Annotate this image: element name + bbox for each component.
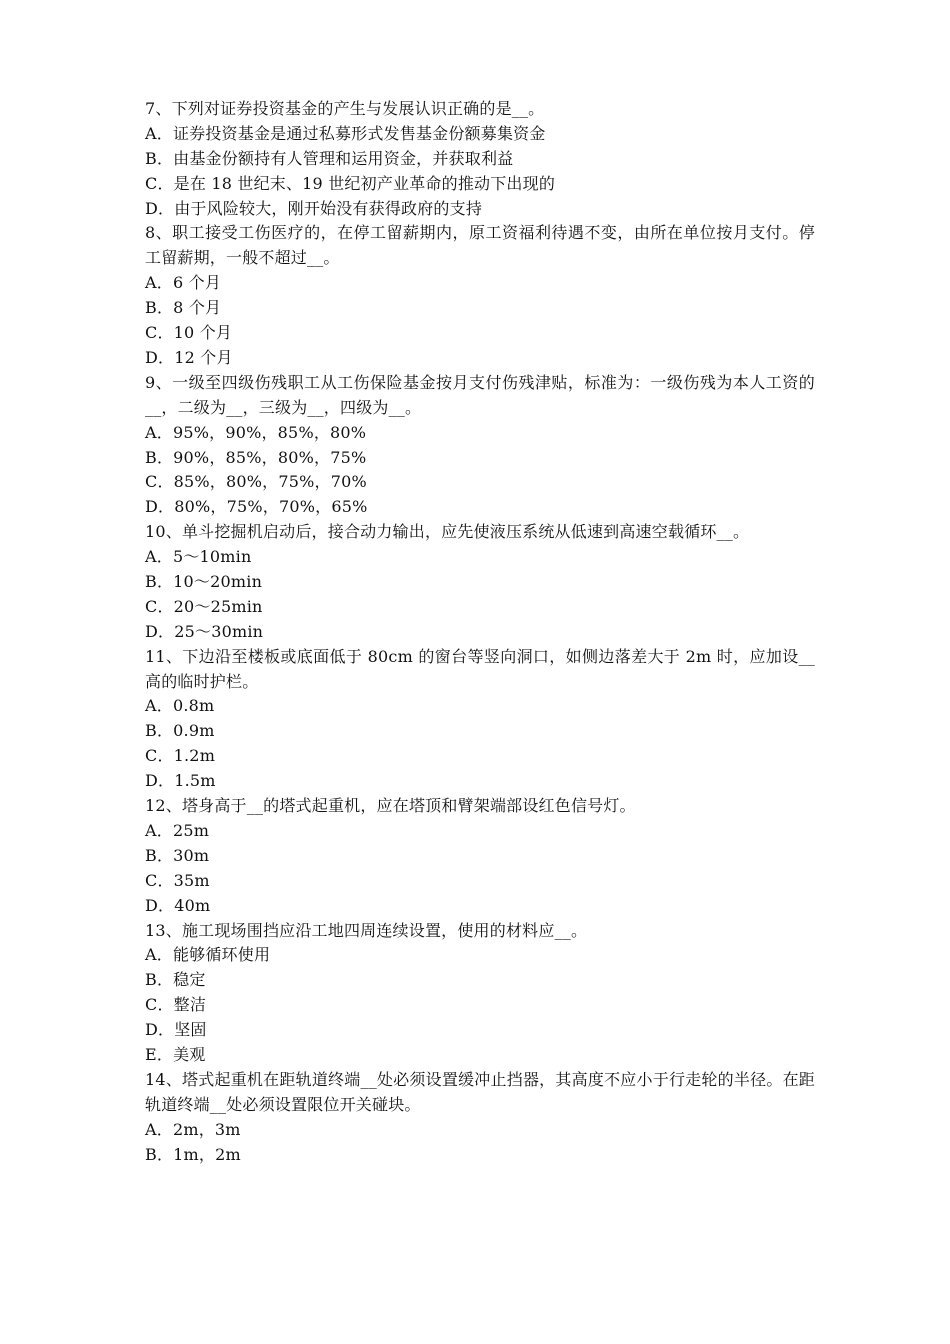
question-9 xyxy=(145,371,815,520)
option-b: B．90%，85%，80%，75% xyxy=(145,447,367,467)
question-12 xyxy=(145,794,815,918)
option-a: A．2m，3m xyxy=(145,1119,241,1139)
option-d: D．40m xyxy=(145,895,211,915)
question-stem: 14、塔式起重机在距轨道终端__处必须设置缓冲止挡器，其高度不应小于行走轮的半径。在距轨道终端__处必须设置限位开关碰块。 xyxy=(145,1069,815,1114)
option-d: D．坚固 xyxy=(145,1020,207,1040)
option-b: B．10～20min xyxy=(145,572,263,591)
question-7 xyxy=(145,97,815,221)
option-b: B．8 个月 xyxy=(145,298,222,318)
option-c: C．10 个月 xyxy=(145,323,233,343)
question-13 xyxy=(145,919,815,1068)
option-c: C．85%，80%，75%，70% xyxy=(145,472,367,492)
option-c: C．整洁 xyxy=(145,995,207,1015)
option-c: C．是在 18 世纪末、19 世纪初产业革命的推动下出现的 xyxy=(145,173,556,193)
option-a: A．25m xyxy=(145,820,210,840)
option-b: B．30m xyxy=(145,845,210,865)
option-a: A．能够循环使用 xyxy=(145,945,271,965)
option-d: D．1.5m xyxy=(145,771,216,791)
question-11 xyxy=(145,645,815,794)
option-b: B．0.9m xyxy=(145,721,215,741)
question-stem: 12、塔身高于__的塔式起重机，应在塔顶和臂架端部设红色信号灯。 xyxy=(145,796,636,816)
question-stem: 13、施工现场围挡应沿工地四周连续设置，使用的材料应__。 xyxy=(145,920,588,940)
option-c: C．1.2m xyxy=(145,746,216,766)
option-c: C．20～25min xyxy=(145,596,263,616)
question-14 xyxy=(145,1068,815,1168)
option-a: A．0.8m xyxy=(145,696,215,716)
option-a: A．5～10min xyxy=(145,547,252,567)
option-d: D．25～30min xyxy=(145,621,264,641)
option-a: A．95%，90%，85%，80% xyxy=(145,422,367,442)
question-stem: 8、职工接受工伤医疗的，在停工留薪期内，原工资福利待遇不变，由所在单位按月支付。停工留薪期，一般不超过__。 xyxy=(145,223,815,268)
question-8 xyxy=(145,221,815,370)
option-d: D．12 个月 xyxy=(145,347,233,367)
question-stem: 7、下列对证券投资基金的产生与发展认识正确的是__。 xyxy=(145,99,545,118)
option-d: D．80%，75%，70%，65% xyxy=(145,497,368,517)
question-stem: 10、单斗挖掘机启动后，接合动力输出，应先使液压系统从低速到高速空载循环__。 xyxy=(145,522,750,542)
option-c: C．35m xyxy=(145,870,210,890)
question-stem: 11、下边沿至楼板或底面低于 80cm 的窗台等竖向洞口，如侧边落差大于 2m 时，应加设__高的临时护栏。 xyxy=(145,646,815,691)
document-page xyxy=(145,97,815,1167)
option-b: B．由基金份额持有人管理和运用资金，并获取利益 xyxy=(145,148,514,168)
option-a: A．证券投资基金是通过私募形式发售基金份额募集资金 xyxy=(145,123,546,143)
option-a: A．6 个月 xyxy=(145,273,222,293)
option-e: E．美观 xyxy=(145,1044,206,1064)
option-d: D．由于风险较大，刚开始没有获得政府的支持 xyxy=(145,198,483,218)
option-b: B．稳定 xyxy=(145,970,206,990)
option-b: B．1m，2m xyxy=(145,1144,241,1164)
question-stem: 9、一级至四级伤残职工从工伤保险基金按月支付伤残津贴，标准为：一级伤残为本人工资的__，二级为__，三级为__，四级为__。 xyxy=(145,372,815,417)
question-10 xyxy=(145,520,815,644)
